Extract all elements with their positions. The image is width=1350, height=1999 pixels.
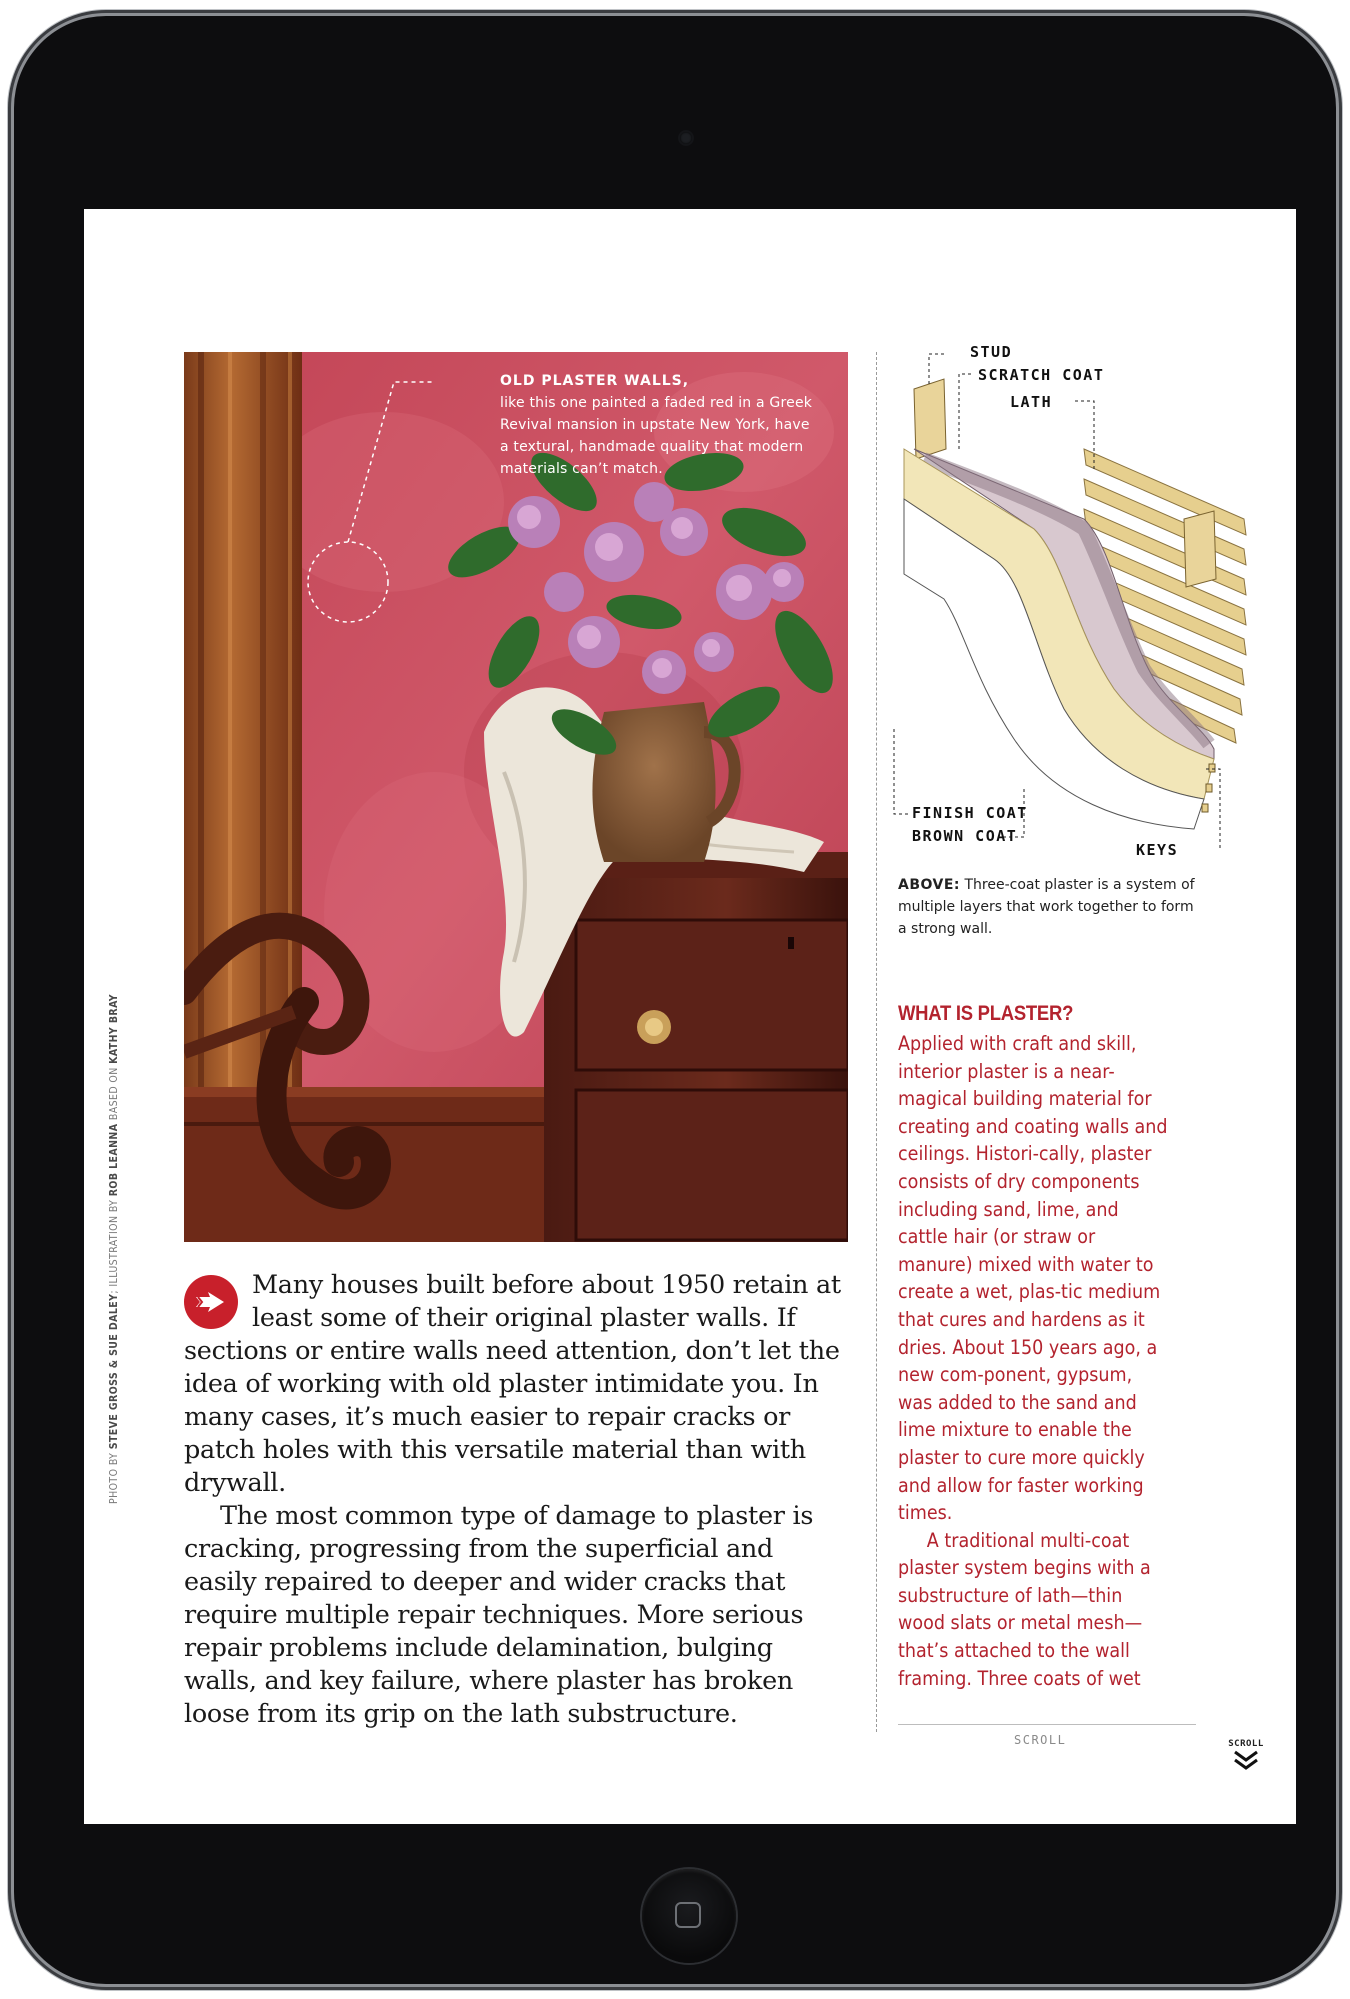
article-paragraph-2: The most common type of damage to plaster is cracking, progressing from the superficial and easily repaired to deeper and wider cracks that require multiple repair techniques. More serious repair problems include delamination, bulging walls, and key failure, where plaster has broken loose from its grip on the lath substructure. [184, 1501, 814, 1729]
diagram-caption-body: Three-coat plaster is a system of multiple layers that work together to form a strong wall. [898, 877, 1195, 937]
sidebar-paragraph-1: Applied with craft and skill, interior plaster is a near-magical building material for creating and coating walls and ceilings. Histori-cally, plaster consists of dry components including sand, lime, and cattle hair (or straw or manure) mixed with water to create a wet, plas-tic medium that cures and hardens as it dries. About 150 years ago, a new com-ponent, gypsum, was added to the sand and lime mixture to enable the plaster to cure more quickly and allow for faster working times. [898, 1032, 1168, 1525]
diagram-caption-head: ABOVE: [898, 877, 961, 893]
credit-illustrator: ROB LEANNA [108, 1123, 120, 1197]
credit-based-on: BASED ON [108, 1063, 120, 1124]
magazine-page[interactable] [84, 209, 1296, 1824]
plaster-layers-diagram [884, 329, 1284, 859]
home-square-icon [675, 1902, 701, 1928]
sidebar-scroll-label[interactable]: SCROLL [1014, 1733, 1067, 1747]
diagram-label-lath: LATH [1010, 393, 1053, 411]
diagram-label-scratch-coat: SCRATCH COAT [978, 366, 1105, 384]
chevron-double-down-icon [1231, 1749, 1261, 1771]
credit-photographers: STEVE GROSS & SUE DALEY [108, 1293, 120, 1450]
sidebar-text[interactable] [898, 1030, 1168, 1692]
home-button[interactable] [642, 1869, 736, 1963]
photo-caption-head: OLD PLASTER WALLS, [500, 373, 690, 389]
diagram-label-brown-coat: BROWN COAT [912, 827, 1018, 845]
photo-credit [106, 944, 122, 1504]
page-scroll-button[interactable] [1224, 1739, 1268, 1776]
sidebar-scroll-rule [898, 1724, 1196, 1725]
tablet-frame [14, 16, 1336, 1984]
credit-photo-prefix: PHOTO BY [108, 1449, 120, 1504]
article-paragraph-1: Many houses built before about 1950 retain at least some of their original plaster walls. If sections or entire walls need attention, don’t let the idea of working with old plaster intimidate you. In many cases, it’s much easier to repair cracks or patch holes with this versatile material than with drywall. [184, 1270, 841, 1498]
photo-caption [500, 370, 820, 480]
photo-caption-body: like this one painted a faded red in a Greek Revival mansion in upstate New York, have a textural, handmade quality that modern materials can’t match. [500, 395, 813, 477]
diagram-label-finish-coat: FINISH COAT [912, 804, 1028, 822]
credit-illustration-prefix: ; ILLUSTRATION BY [108, 1196, 120, 1294]
plaster-diagram-drawing [884, 329, 1284, 849]
arrow-right-icon [184, 1275, 238, 1329]
plaster-wall-photo [184, 352, 848, 1242]
page-scroll-label: SCROLL [1228, 1739, 1264, 1749]
camera-icon [680, 132, 692, 144]
diagram-label-stud: STUD [970, 343, 1013, 361]
credit-source-artist: KATHY BRAY [108, 993, 120, 1064]
article-body [184, 1269, 848, 1731]
photo-illustration [184, 352, 848, 1242]
sidebar-paragraph-2: A traditional multi-coat plaster system begins with a substructure of lath—thin wood slats or metal mesh—that’s attached to the wall framing. Three coats of wet [898, 1528, 1151, 1690]
sidebar-heading: WHAT IS PLASTER? [898, 1002, 1074, 1025]
diagram-caption [898, 874, 1198, 940]
column-divider [876, 352, 877, 1732]
diagram-label-keys: KEYS [1136, 841, 1179, 859]
